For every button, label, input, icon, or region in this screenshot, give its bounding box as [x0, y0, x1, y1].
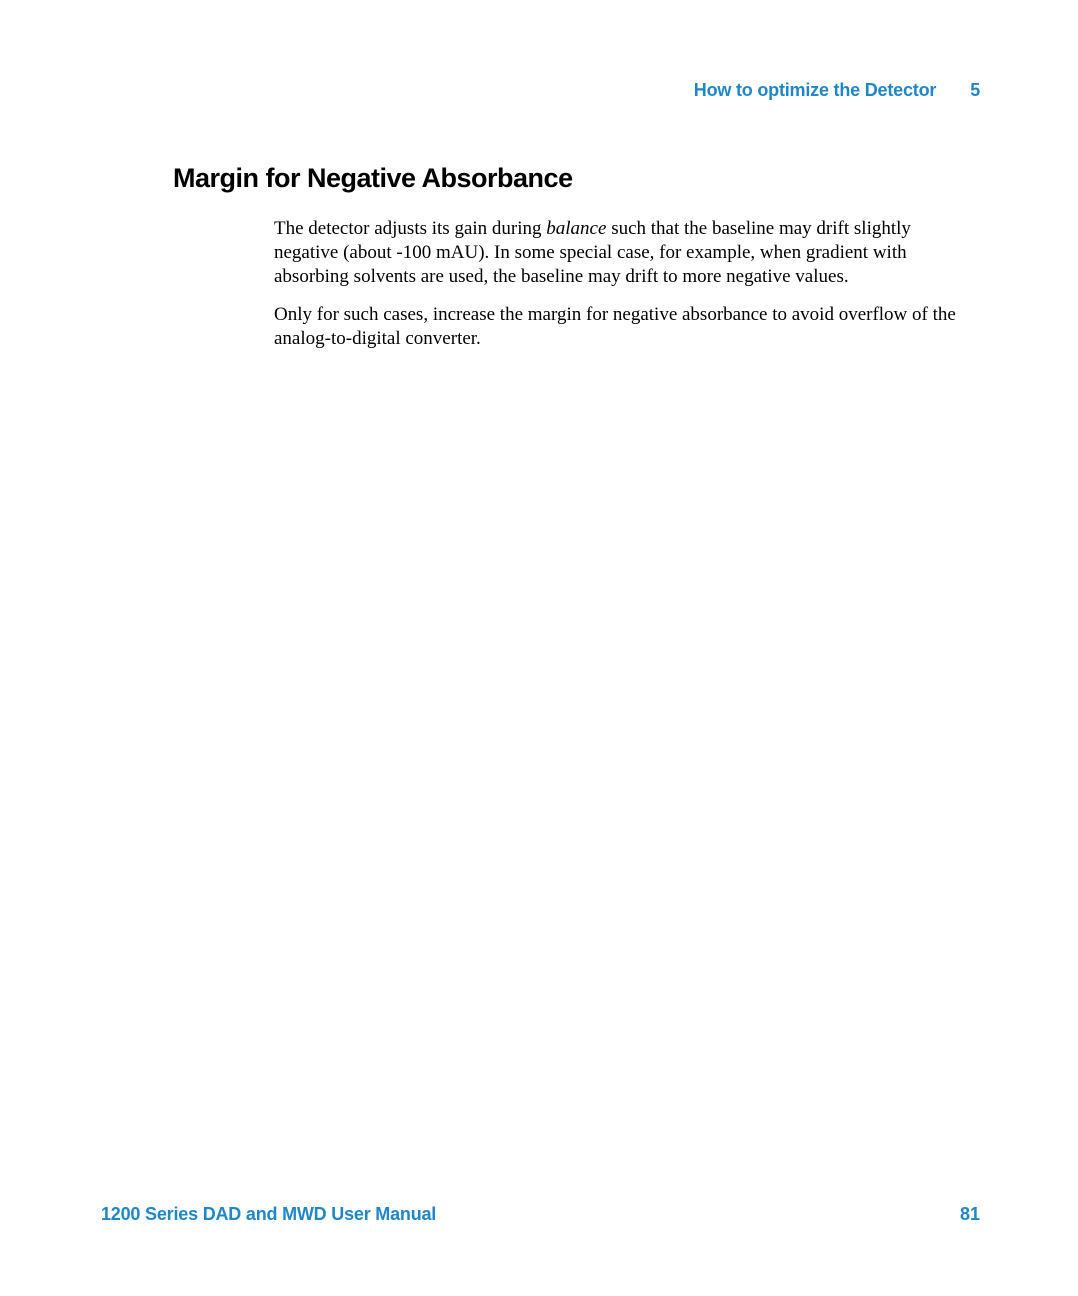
chapter-title: How to optimize the Detector [693, 80, 937, 100]
paragraph-margin: Only for such cases, increase the margin for negative absorbance to avoid overflow of the analog-to-digital converter. [274, 304, 956, 349]
paragraph-balance [274, 217, 974, 289]
section-title: Margin for Negative Absorbance [173, 163, 573, 193]
chapter-number: 5 [970, 80, 980, 100]
section-body [274, 217, 974, 365]
balance-term: balance [546, 218, 607, 239]
paragraph-balance-rest: such that the baseline may drift slightly negative (about -100 mAU). In some special case, for example, when gradient with absorbing solvents are used, the baseline may drift to more negative values. [274, 218, 911, 287]
paragraph-balance-lead: The detector adjusts its gain during [274, 218, 547, 239]
footer-manual-title: 1200 Series DAD and MWD User Manual [101, 1204, 437, 1224]
footer-page-number: 81 [959, 1204, 980, 1224]
running-header [694, 80, 980, 101]
